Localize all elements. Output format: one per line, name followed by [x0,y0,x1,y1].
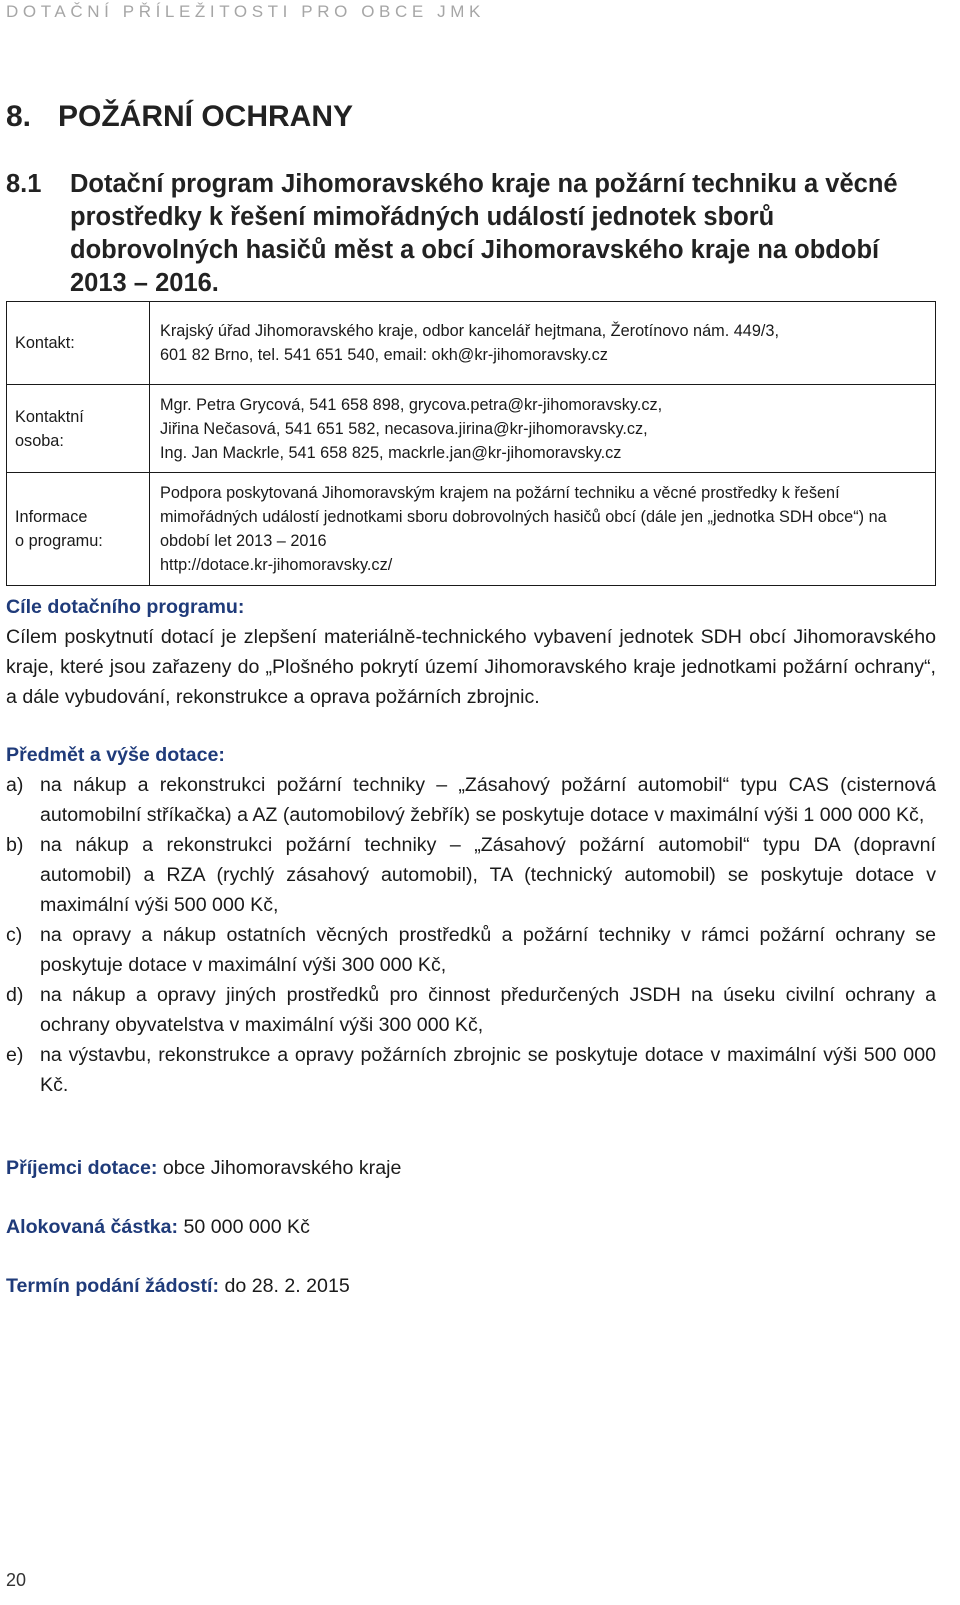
chapter-heading [6,100,353,134]
contact-person: Jiřina Nečasová, 541 651 582, necasova.jirina@kr-jihomoravsky.cz, [160,419,648,438]
page-number: 20 [6,1570,27,1590]
contact-line: Krajský úřad Jihomoravského kraje, odbor kancelář hejtmana, Žerotínovo nám. 449/3, [160,322,780,340]
contact-person: Ing. Jan Mackrle, 541 658 825, mackrle.jan@kr-jihomoravsky.cz [160,443,622,462]
allocation-line [6,1212,936,1242]
deadline-value: do 28. 2. 2015 [224,1275,350,1297]
recipients-label: Příjemci dotace: [6,1157,158,1179]
subject-heading: Předmět a výše dotace: [6,744,225,766]
program-link[interactable]: http://dotace.kr-jihomoravsky.cz/ [160,556,393,574]
contact-person: Mgr. Petra Grycová, 541 658 898, grycova.petra@kr-jihomoravsky.cz, [160,395,663,414]
allocation-value: 50 000 000 Kč [183,1216,310,1238]
contact-value [150,302,936,385]
contact-person-label: Kontaktní osoba: [7,385,150,473]
section-number: 8.1 [6,170,42,198]
program-description: Podpora poskytovaná Jihomoravským krajem na požární techniku a věcné prostředky k řešení mimořádných událostí jednotkami sboru dobrovolných hasičů obcí (dále jen „jednotka SDH obce“) na období let 2013 – 2016 [160,484,887,550]
recipients-value: obce Jihomoravského kraje [162,1157,402,1179]
goals-heading: Cíle dotačního programu: [6,596,245,618]
allocation-label: Alokovaná částka: [6,1216,179,1238]
list-item: b) na nákup a rekonstrukci požární techniky – „Zásahový požární automobil“ typu DA (dopravní automobil) a RZA (rychlý zásahový automobil), TA (technický automobil) se poskytuje dotace v maximální výši 500 000 Kč, [6,834,936,916]
contact-person-row [7,385,936,473]
goals-section [6,592,936,712]
program-info-value [150,473,936,586]
list-item: d) na nákup a opravy jiných prostředků pro činnost předurčených JSDH na úseku civilní ochrany a ochrany obyvatelstva v maximální výši 300 000 Kč, [6,984,936,1036]
deadline-label: Termín podání žádostí: [6,1275,219,1297]
section-title: Dotační program Jihomoravského kraje na požární techniku a věcné prostředky k řešení mimořádných událostí jednotek sborů dobrovolných hasičů měst a obcí Jihomoravského kraje na období 2013 – 2016. [70,170,898,297]
subject-list [6,770,936,1100]
program-info-label: Informace o programu: [7,473,150,586]
recipients-line [6,1153,936,1183]
contact-row [7,302,936,385]
program-info-row [7,473,936,586]
list-item: e) na výstavbu, rekonstrukce a opravy požárních zbrojnic se poskytuje dotace v maximální výši 500 000 Kč. [6,1044,936,1096]
running-head: DOTAČNÍ PŘÍLEŽITOSTI PRO OBCE JMK [6,2,485,21]
subject-section [6,740,936,1100]
contact-label: Kontakt: [7,302,150,385]
deadline-line [6,1271,936,1301]
info-table [6,301,936,586]
list-item: c) na opravy a nákup ostatních věcných prostředků a požární techniky v rámci požární ochrany se poskytuje dotace v maximální výši 300 000 Kč, [6,924,936,976]
section-heading [6,168,936,300]
list-item: a) na nákup a rekonstrukci požární techniky – „Zásahový požární automobil“ typu CAS (cisternová automobilní stříkačka) a AZ (automobilový žebřík) se poskytuje dotace v maximální výši 1 000 000 Kč, [6,774,936,826]
goals-text: Cílem poskytnutí dotací je zlepšení materiálně-technického vybavení jednotek SDH obcí Jihomoravského kraje, které jsou zařazeny do „Plošného pokrytí území Jihomoravského kraje jednotkami požární ochrany“, a dále vybudování, rekonstrukce a oprava požárních zbrojnic. [6,626,936,708]
contact-line: 601 82 Brno, tel. 541 651 540, email: okh@kr-jihomoravsky.cz [160,346,608,364]
chapter-number: 8. [6,100,32,133]
contact-person-value [150,385,936,473]
chapter-title: POŽÁRNÍ OCHRANY [58,100,354,133]
